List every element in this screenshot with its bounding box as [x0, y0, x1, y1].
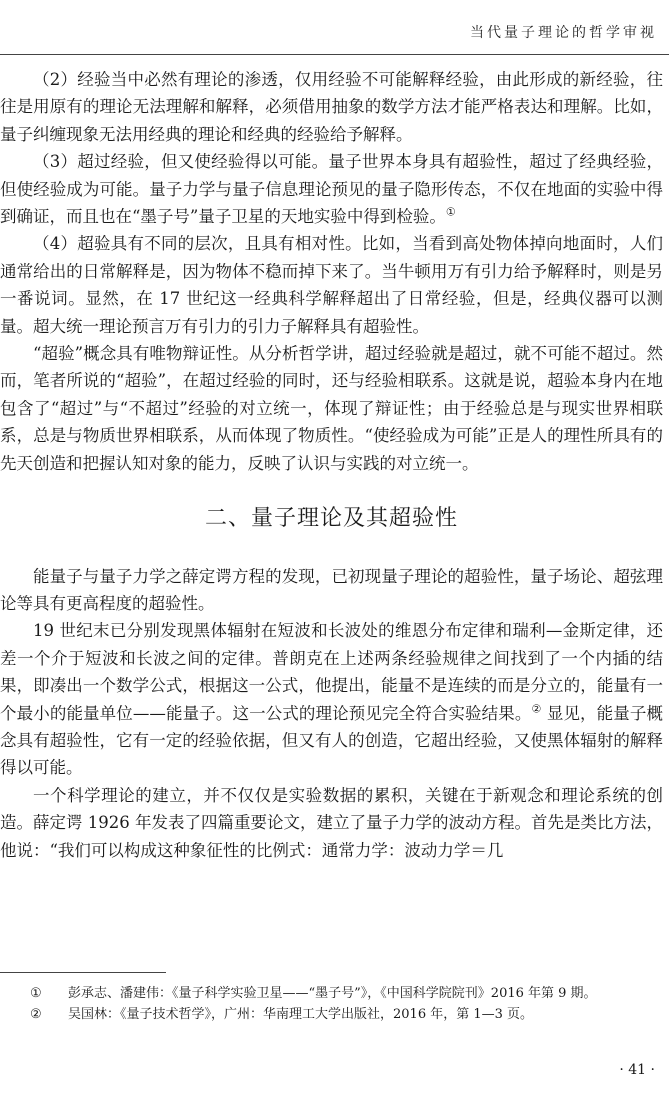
- paragraph-text: 显见，能量子概念具有超验性，它有一定的经验依据，但又有人的创造，它超出经验，又使黑体辐射的解释得以可能。: [0, 703, 664, 778]
- footnote-item: [30, 1004, 663, 1025]
- paragraph-dialectics: “超验”概念具有唯物辩证性。从分析哲学讲，超过经验就是超过，就不可能不超过。然而，笔者所说的“超验”，在超过经验的同时，还与经验相联系。这就是说，超验本身内在地包含了“超过”与“不超过”经验的对立统一，体现了辩证性；由于经验总是与现实世界相联系，总是与物质世界相联系，从而体现了物质性。“使经验成为可能”正是人的理性所具有的先天创造和把握认知对象的能力，反映了认识与实践的对立统一。: [0, 344, 663, 473]
- header-rule: [0, 54, 669, 55]
- paragraph-text: 19 世纪末已分别发现黑体辐射在短波和长波处的维恩分布定律和瑞利—金斯定律，还差一个介于短波和长波之间的定律。普朗克在上述两条经验规律之间找到了一个内插的结果，即凑出一个数学公式，根据这一公式，他提出，能量不是连续的而是分立的，能量有一个最小的能量单位——能量子。这一公式的理论预见完全符合实验结果。: [0, 621, 663, 723]
- paragraph-levels-of-transcendence: （4）超验具有不同的层次，且具有相对性。比如，当看到高处物体掉向地面时，人们通常给出的日常解释是，因为物体不稳而掉下来了。当牛顿用万有引力给予解释时，则是另一番说词。显然，在 17 世纪这一经典科学解释超出了日常经验，但是，经典仪器可以测量。超大统一理论预言万有引力的引力子解释具有超验性。: [0, 234, 663, 336]
- body-text: [0, 66, 663, 864]
- footnote-mark: ①: [30, 986, 42, 1001]
- footnote-mark: ②: [30, 1007, 42, 1022]
- footnote-ref-1[interactable]: ①: [445, 205, 456, 219]
- paragraph-schrodinger: 一个科学理论的建立，并不仅仅是实验数据的累积，关键在于新观念和理论系统的创造。薛定谔 1926 年发表了四篇重要论文，建立了量子力学的波动方程。首先是类比方法，他说：“我们可以构成这种象征性的比例式：通常力学：波动力学＝几: [0, 785, 663, 860]
- footnote-item: [30, 983, 663, 1004]
- footnote-text: 吴国林：《量子技术哲学》，广州：华南理工大学出版社，2016 年，第 1—3 页。: [68, 1007, 534, 1022]
- section-heading: 二、量子理论及其超验性: [204, 506, 458, 532]
- running-header: 当代量子理论的哲学审视: [470, 25, 657, 41]
- footnote-text: 彭承志、潘建伟：《量子科学实验卫星——“墨子号”》，《中国科学院院刊》2016 年第 9 期。: [68, 986, 597, 1001]
- footnote-ref-2[interactable]: ②: [531, 702, 542, 716]
- paragraph-text: （3）超过经验，但又使经验得以可能。量子世界本身具有超验性，超过了经典经验，但使经验成为可能。量子力学与量子信息理论预见的量子隐形传态，不仅在地面的实验中得到确证，而且也在“墨子号”量子卫星的天地实验中得到检验。: [0, 152, 663, 227]
- paragraph-energy-quantum-intro: 能量子与量子力学之薛定谔方程的发现，已初现量子理论的超验性，量子场论、超弦理论等具有更高程度的超验性。: [0, 566, 663, 613]
- footnotes: [30, 983, 663, 1025]
- paragraph-experience-theory: （2）经验当中必然有理论的渗透，仅用经验不可能解释经验，由此形成的新经验，往往是用原有的理论无法理解和解释，必须借用抽象的数学方法才能严格表达和理解。比如，量子纠缠现象无法用经典的理论和经典的经验给予解释。: [0, 70, 663, 144]
- footnote-rule: [0, 972, 166, 973]
- page-number: · 41 ·: [619, 1062, 655, 1078]
- paragraph-beyond-experience: [0, 148, 663, 230]
- paragraph-blackbody: [0, 617, 663, 781]
